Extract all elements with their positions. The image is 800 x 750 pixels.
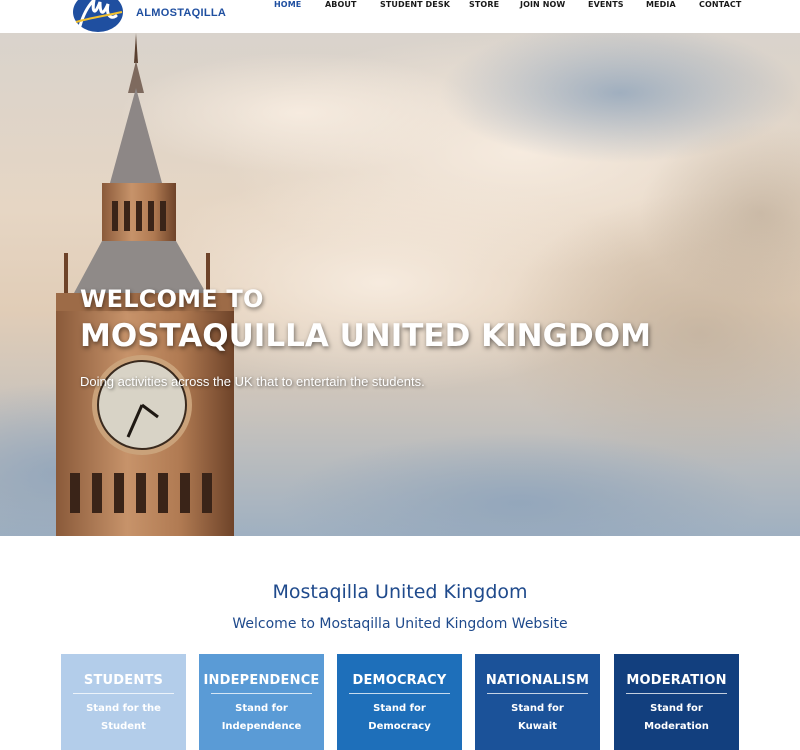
card-nationalism[interactable] — [475, 654, 600, 750]
nav-events[interactable]: EVENTS — [588, 0, 624, 9]
hero-title: MOSTAQUILLA UNITED KINGDOM — [80, 318, 651, 354]
card-title: DEMOCRACY — [352, 673, 447, 688]
card-title: NATIONALISM — [485, 673, 590, 688]
card-divider — [73, 693, 174, 694]
card-text: Stand for Independence — [221, 703, 302, 732]
hero-title-small: WELCOME TO — [80, 285, 264, 313]
nav-home[interactable]: HOME — [274, 0, 302, 9]
section-subtitle: Welcome to Mostaqilla United Kingdom Website — [232, 616, 568, 632]
card-text: Stand for the Student — [86, 703, 161, 732]
logo-text: ALMOSTAQILLA — [136, 7, 227, 19]
card-democracy[interactable] — [337, 654, 462, 750]
card-title: MODERATION — [626, 673, 727, 688]
card-text: Stand for Democracy — [368, 703, 431, 732]
card-divider — [487, 693, 588, 694]
nav-join-now[interactable]: JOIN NOW — [520, 0, 566, 9]
card-divider — [349, 693, 450, 694]
hero-subtitle: Doing activities across the UK that to entertain the students. — [80, 374, 425, 389]
card-divider — [626, 693, 727, 694]
card-students[interactable] — [61, 654, 186, 750]
card-title: INDEPENDENCE — [203, 673, 320, 688]
nav-contact[interactable]: CONTACT — [699, 0, 742, 9]
card-text: Stand for Kuwait — [511, 703, 564, 732]
card-text: Stand for Moderation — [644, 703, 709, 732]
nav-media[interactable]: MEDIA — [646, 0, 676, 9]
card-title: STUDENTS — [83, 673, 164, 688]
nav-store[interactable]: STORE — [469, 0, 500, 9]
hero-banner — [0, 33, 800, 536]
card-independence[interactable] — [199, 654, 324, 750]
main-nav — [0, 0, 800, 33]
section-title: Mostaqilla United Kingdom — [272, 581, 528, 603]
nav-student-desk[interactable]: STUDENT DESK — [380, 0, 451, 9]
values-cards — [61, 654, 741, 750]
card-divider — [211, 693, 312, 694]
site-header — [0, 0, 800, 33]
card-moderation[interactable] — [614, 654, 739, 750]
nav-about[interactable]: ABOUT — [325, 0, 357, 9]
